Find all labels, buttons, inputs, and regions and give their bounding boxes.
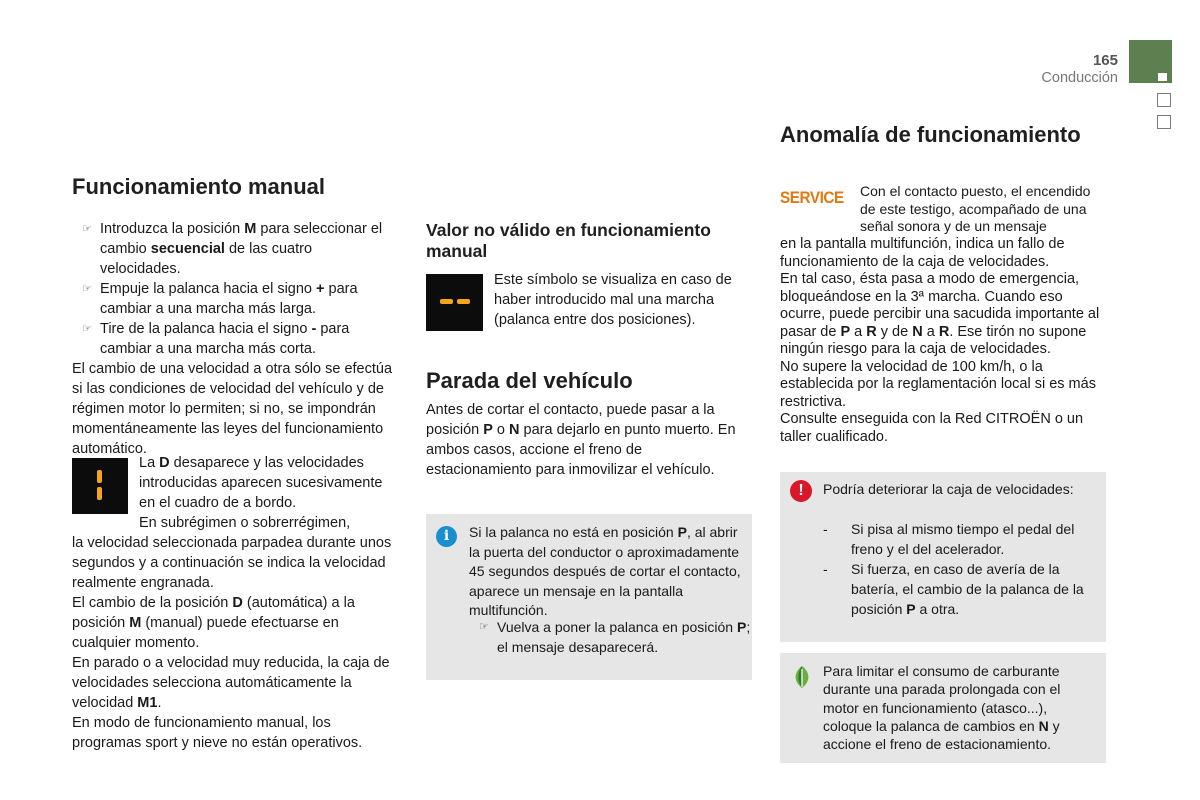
section-tab: [1129, 40, 1172, 83]
paragraph: En parado o a velocidad muy reducida, la caja de velocidades selecciona automáticamente la velocidad M1.: [72, 655, 390, 711]
anomaly-text-wrap: Con el contacto puesto, el encendido de este testigo, acompañado de una señal sonora y de un mensaje: [860, 183, 1091, 234]
anomaly-text: [780, 236, 1106, 446]
warning-item: - Si pisa al mismo tiempo el pedal del freno y el del acelerador.: [823, 521, 1075, 557]
pointer-icon: ☞: [479, 621, 489, 633]
service-warning-icon: SERVICE: [780, 188, 844, 207]
bullet-item: ☞ Empuje la palanca hacia el signo + para cambiar a una marcha más larga.: [82, 281, 358, 317]
section-label: Conducción: [1041, 70, 1118, 86]
title-manual-operation: Funcionamiento manual: [72, 174, 326, 199]
paragraph: Consulte enseguida con la Red CITROËN o un taller cualificado.: [780, 411, 1084, 445]
paragraph: El cambio de la posición D (automática) a la posición M (manual) puede efectuarse en cualquier momento.: [72, 595, 355, 651]
paragraph: El cambio de una velocidad a otra sólo se efectúa si las condiciones de velocidad del vehículo y de régimen motor lo permiten; si no, se impondrán momentáneamente las leyes del funcionamiento automático.: [72, 361, 393, 457]
paragraph: No supere la velocidad de 100 km/h, o la establecida por la reglamentación local si es más restrictiva.: [780, 358, 1096, 410]
title-malfunction: Anomalía de funcionamiento: [780, 122, 1081, 147]
warning-item: - Si fuerza, en caso de avería de la batería, el cambio de la palanca de la posición P a otra.: [823, 561, 1084, 617]
pointer-icon: ☞: [82, 223, 92, 235]
gear-indicator-icon: [72, 458, 128, 514]
pointer-icon: ☞: [82, 283, 92, 295]
paragraph: En tal caso, ésta pasa a modo de emergencia, bloqueándose en la 3ª marcha. Cuando eso ocurre, puede percibir una sacudida importante al pasar de P a R y de N a R. Ese tirón no supone ningún riesgo para la caja de velocidades.: [780, 271, 1100, 357]
info-text: Si la palanca no está en posición P, al abrir la puerta del conductor o aproximadamente 45 segundos después de cortar el contacto, aparece un mensaje en la pantalla multifunción.: [469, 524, 741, 618]
vehicle-stop-text: Antes de cortar el contacto, puede pasar a la posición P o N para dejarlo en punto muerto. En ambos casos, accione el freno de estacionamiento para inmovilizar el vehículo.: [426, 402, 736, 478]
warning-intro: Podría deteriorar la caja de velocidades:: [823, 481, 1074, 497]
pointer-icon: ☞: [82, 323, 92, 335]
info-icon: i: [436, 526, 457, 547]
title-invalid-value: Valor no válido en funcionamiento manual: [426, 220, 711, 261]
paragraph: En modo de funcionamiento manual, los programas sport y nieve no están operativos.: [72, 715, 363, 751]
eco-box: [780, 653, 1106, 763]
warning-list: [823, 519, 1093, 619]
title-vehicle-stop: Parada del vehículo: [426, 368, 633, 393]
manual-text-lower: [72, 533, 394, 753]
page-number: 165: [1092, 52, 1118, 69]
nav-square-1: [1157, 93, 1171, 107]
warning-icon: !: [790, 480, 812, 502]
nav-square-2: [1157, 115, 1171, 129]
gear-display-paragraph: La D desaparece y las velocidades introducidas aparecen sucesivamente en el cuadro de a bordo.: [139, 455, 383, 511]
invalid-gear-icon: [426, 274, 483, 331]
warning-box: [780, 472, 1106, 642]
info-bullet: ☞ Vuelva a poner la palanca en posición P; el mensaje desaparecerá.: [479, 619, 751, 655]
eco-leaf-icon: [791, 665, 813, 689]
bullet-item: ☞ Tire de la palanca hacia el signo - para cambiar a una marcha más corta.: [82, 321, 350, 357]
paragraph: En subrégimen o sobrerrégimen,: [139, 515, 351, 531]
manual-bullets: [72, 219, 394, 459]
paragraph: la velocidad seleccionada parpadea durante unos segundos y a continuación se indica la velocidad realmente engranada.: [72, 535, 392, 591]
paragraph: en la pantalla multifunción, indica un fallo de funcionamiento de la caja de velocidades.: [780, 236, 1065, 270]
eco-text: Para limitar el consumo de carburante durante una parada prolongada con el motor en funcionamiento (atasco...), coloque la palanca de cambios en N y accione el freno de estacionamiento.: [823, 663, 1061, 753]
info-box: [426, 514, 752, 680]
tab-marker-icon: [1158, 73, 1167, 81]
bullet-item: ☞ Introduzca la posición M para seleccionar el cambio secuencial de las cuatro velocidades.: [82, 221, 383, 277]
invalid-value-text: Este símbolo se visualiza en caso de haber introducido mal una marcha (palanca entre dos posiciones).: [494, 272, 732, 328]
